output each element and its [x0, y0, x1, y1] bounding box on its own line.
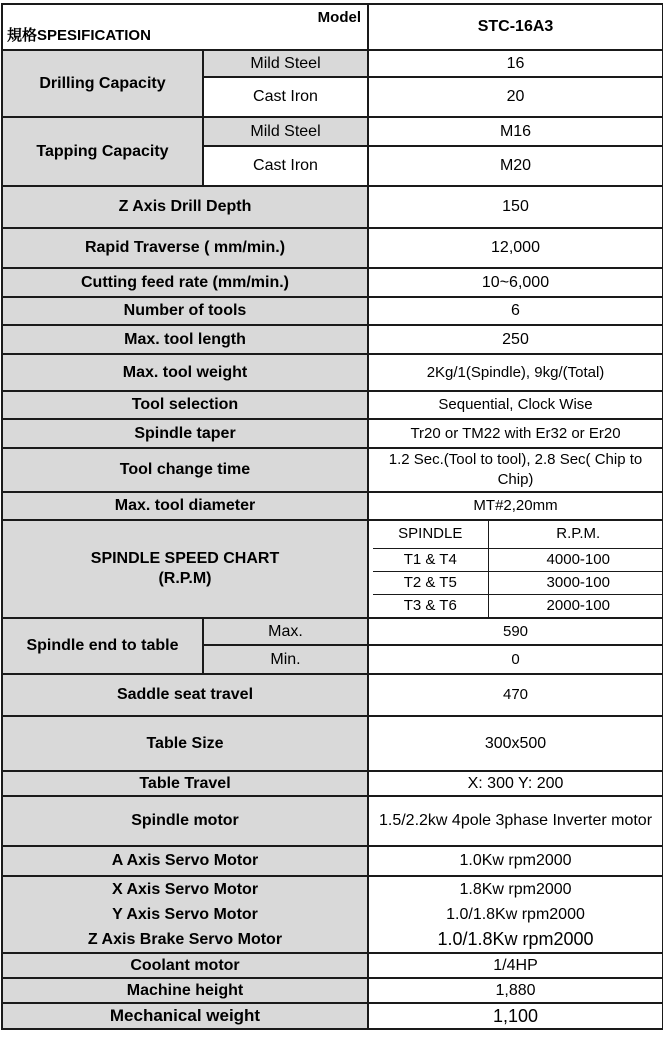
model-label: Model [317, 9, 361, 26]
servo-motor-labels [2, 876, 368, 953]
spec-label-y-axis-servo-motor: Y Axis Servo Motor [112, 906, 258, 923]
spec-value-tool-change-time: 1.2 Sec.(Tool to tool), 2.8 Sec( Chip to Chip) [368, 448, 663, 492]
spec-value-max-tool-weight: 2Kg/1(Spindle), 9kg/(Total) [368, 354, 663, 391]
spec-label-x-axis-servo-motor: X Axis Servo Motor [111, 881, 259, 898]
spec-value-machine-height: 1,880 [368, 978, 663, 1003]
spindle-end-value-max: 590 [368, 618, 663, 645]
spec-value-rapid-traverse: 12,000 [368, 228, 663, 268]
spec-value-number-of-tools: 6 [368, 297, 663, 325]
spec-label-max-tool-length: Max. tool length [2, 325, 368, 354]
rpm-table [373, 521, 663, 617]
spec-value-z-axis-drill-depth: 150 [368, 186, 663, 228]
spec-value-saddle-seat-travel: 470 [368, 674, 663, 716]
spec-label-rapid-traverse: Rapid Traverse ( mm/min.) [2, 228, 368, 268]
spec-label-max-tool-diameter: Max. tool diameter [2, 492, 368, 520]
rpm-head-rpm: R.P.M. [488, 521, 663, 548]
spec-label-coolant-motor: Coolant motor [2, 953, 368, 978]
rpm-head-spindle: SPINDLE [373, 521, 488, 548]
header-label-cell [2, 4, 368, 50]
spec-label-tool-change-time: Tool change time [2, 448, 368, 492]
specification-table [1, 3, 663, 1030]
rpm-row-spindle: T3 & T6 [373, 594, 488, 617]
spec-value-max-tool-length: 250 [368, 325, 663, 354]
drilling-value-cast-iron: 20 [368, 77, 663, 117]
spec-label-number-of-tools: Number of tools [2, 297, 368, 325]
spec-value-spindle-taper: Tr20 or TM22 with Er32 or Er20 [368, 419, 663, 448]
spec-label-cutting-feed-rate: Cutting feed rate (mm/min.) [2, 268, 368, 297]
spec-value-a-axis-servo-motor: 1.0Kw rpm2000 [368, 846, 663, 876]
drilling-material-mild-steel: Mild Steel [203, 50, 368, 77]
spec-label-spindle-motor: Spindle motor [2, 796, 368, 846]
spec-value-max-tool-diameter: MT#2,20mm [368, 492, 663, 520]
spec-label-machine-height: Machine height [2, 978, 368, 1003]
rpm-row-spindle: T1 & T4 [373, 548, 488, 571]
specification-label: 規格SPESIFICATION [7, 27, 151, 44]
rpm-row-value: 2000-100 [488, 594, 663, 617]
spec-label-table-travel: Table Travel [2, 771, 368, 796]
spec-label-z-axis-drill-depth: Z Axis Drill Depth [2, 186, 368, 228]
spec-value-z-axis-brake-servo-motor: 1.0/1.8Kw rpm2000 [437, 929, 594, 949]
model-value: STC-16A3 [368, 4, 663, 50]
spec-value-mechanical-weight: 1,100 [368, 1003, 663, 1029]
rpm-row-spindle: T2 & T5 [373, 571, 488, 594]
spec-value-y-axis-servo-motor: 1.0/1.8Kw rpm2000 [446, 906, 585, 923]
tapping-capacity-label: Tapping Capacity [2, 117, 203, 186]
drilling-material-cast-iron: Cast Iron [203, 77, 368, 117]
spindle-speed-chart-label [2, 520, 368, 618]
spec-value-coolant-motor: 1/4HP [368, 953, 663, 978]
spec-label-max-tool-weight: Max. tool weight [2, 354, 368, 391]
spec-label-z-axis-brake-servo-motor: Z Axis Brake Servo Motor [87, 931, 283, 948]
spec-label-table-size: Table Size [2, 716, 368, 771]
spec-label-tool-selection: Tool selection [2, 391, 368, 419]
spec-label-a-axis-servo-motor: A Axis Servo Motor [2, 846, 368, 876]
tapping-value-cast-iron: M20 [368, 146, 663, 186]
spindle-speed-chart [368, 520, 663, 618]
spec-label-saddle-seat-travel: Saddle seat travel [2, 674, 368, 716]
spindle-end-value-min: 0 [368, 645, 663, 674]
spec-value-table-size: 300x500 [368, 716, 663, 771]
spec-value-spindle-motor: 1.5/2.2kw 4pole 3phase Inverter motor [368, 796, 663, 846]
spec-value-cutting-feed-rate: 10~6,000 [368, 268, 663, 297]
spec-value-x-axis-servo-motor: 1.8Kw rpm2000 [459, 881, 572, 898]
spec-label-mechanical-weight: Mechanical weight [2, 1003, 368, 1029]
tapping-material-mild-steel: Mild Steel [203, 117, 368, 146]
servo-motor-values [368, 876, 663, 953]
spindle-speed-chart-title: SPINDLE SPEED CHART [90, 550, 280, 567]
rpm-row-value: 3000-100 [488, 571, 663, 594]
spindle-speed-chart-unit: (R.P.M) [158, 570, 212, 587]
spec-value-tool-selection: Sequential, Clock Wise [368, 391, 663, 419]
spec-value-table-travel: X: 300 Y: 200 [368, 771, 663, 796]
tapping-material-cast-iron: Cast Iron [203, 146, 368, 186]
spec-label-spindle-taper: Spindle taper [2, 419, 368, 448]
spindle-end-sub-max: Max. [203, 618, 368, 645]
drilling-value-mild-steel: 16 [368, 50, 663, 77]
tapping-value-mild-steel: M16 [368, 117, 663, 146]
drilling-capacity-label: Drilling Capacity [2, 50, 203, 117]
spindle-end-sub-min: Min. [203, 645, 368, 674]
rpm-row-value: 4000-100 [488, 548, 663, 571]
spindle-end-to-table-label: Spindle end to table [2, 618, 203, 674]
